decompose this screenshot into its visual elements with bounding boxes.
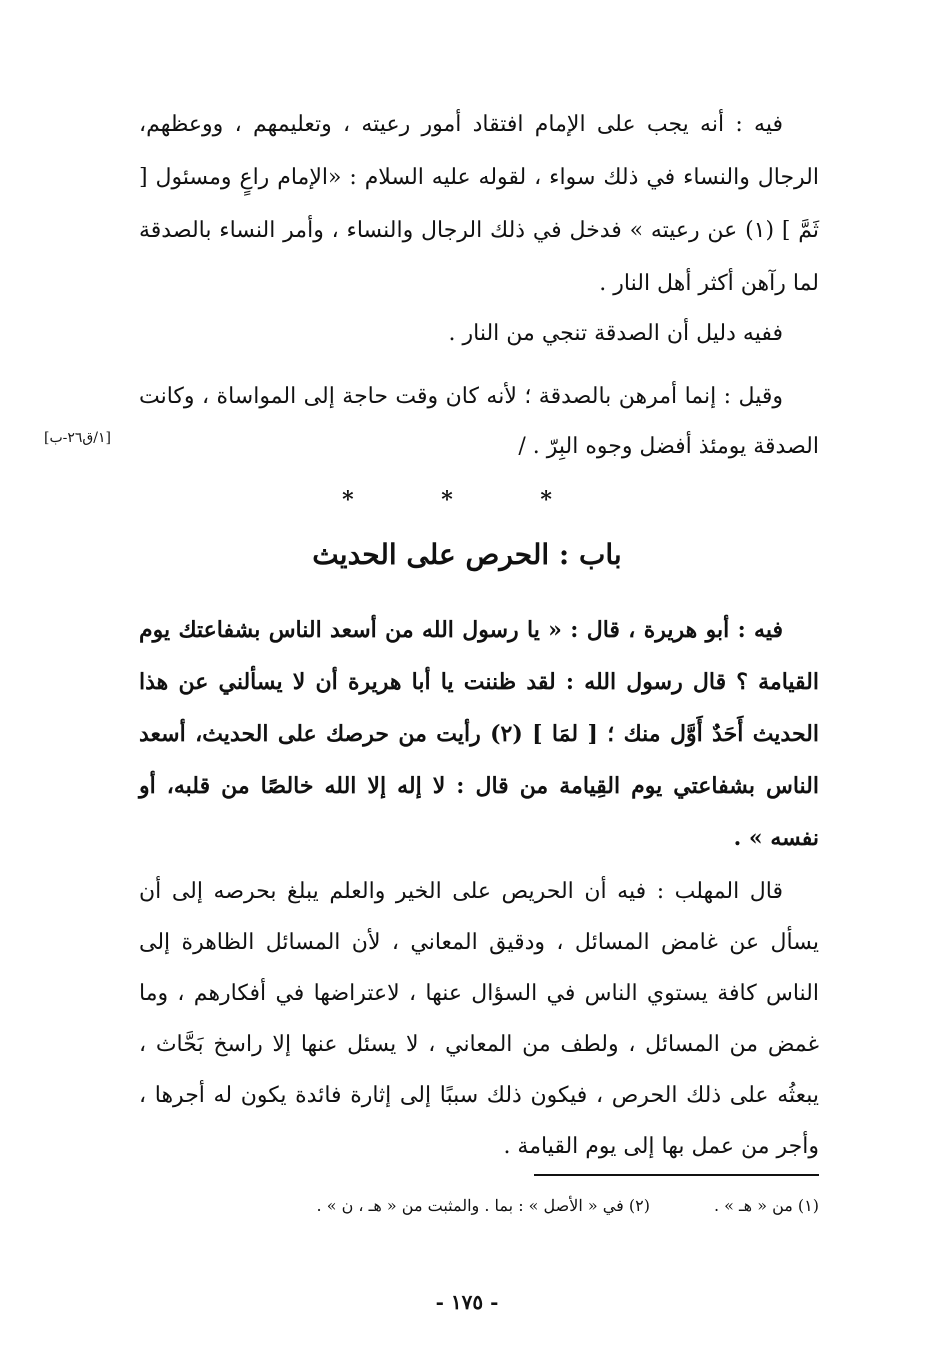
section-divider-stars: * * *: [342, 487, 592, 513]
footnote-2: (٢) في « الأصل » : بما . والمثبت من « هـ ، ن » .: [316, 1196, 650, 1215]
footnote-separator: [534, 1174, 819, 1176]
commentary-muhallab: قال المهلب : فيه أن الحريص على الخير والعلم يبلغ بحرصه إلى أن يسأل عن غامض المسائل ، ودقيق المعاني ، لأن المسائل الظاهرة إلى الناس كافة يستوي الناس في السؤال عنها ، لاعتراضها في أفكارهم ، وما غمض من المسائل ، ولطف من المعاني ، لا يسئل عنها إلا راسخ بَحَّاث ، يبعثُه على ذلك الحرص ، فيكون ذلك سببًا إلى إثارة فائدة يكون له أجرها ، وأجر من عمل بها إلى يوم القيامة .: [139, 879, 819, 1159]
paragraph-imam-duty: فيه : أنه يجب على الإمام افتقاد أمور رعيته ، وتعليمهم ، ووعظهم، الرجال والنساء في ذلك سواء ، لقوله عليه السلام : «الإمام راعٍ ومسئول [ ثَمَّ ] (١) عن رعيته » فدخل في ذلك الرجال والنساء ، وأمر النساء بالصدقة لما رآهن أكثر أهل النار .: [139, 112, 819, 296]
paragraph-charity-fire: ففيه دليل أن الصدقة تنجي من النار .: [448, 321, 783, 346]
footnotes: [139, 1196, 819, 1215]
hadith-text: فيه : أبو هريرة ، قال : « يا رسول الله من أسعد الناس بشفاعتك يوم القيامة ؟ قال رسول الله : لقد ظننت يا أبا هريرة أن لا يسألني عن هذا الحديث أَحَدٌ أَوَّل منك ؛ [ لمَا ] (٢) رأيت من حرصك على الحديث، أسعد الناس بشفاعتي يوم القِيامة من قال : لا إله إلا الله خالصًا من قلبه، أو نفسه » .: [139, 617, 819, 851]
footnote-1: (١) من « هـ » .: [713, 1196, 819, 1215]
manuscript-folio-note: [١/ق٢٦-ب]: [44, 430, 112, 446]
paragraph-charity-reason: وقيل : إنما أمرهن بالصدقة ؛ لأنه كان وقت حاجة إلى المواساة ، وكانت الصدقة يومئذ أفضل وجوه البِرّ . /: [139, 384, 819, 459]
page-number: - ١٧٥ -: [435, 1290, 499, 1314]
chapter-title: باب : الحرص على الحديث: [312, 538, 622, 571]
